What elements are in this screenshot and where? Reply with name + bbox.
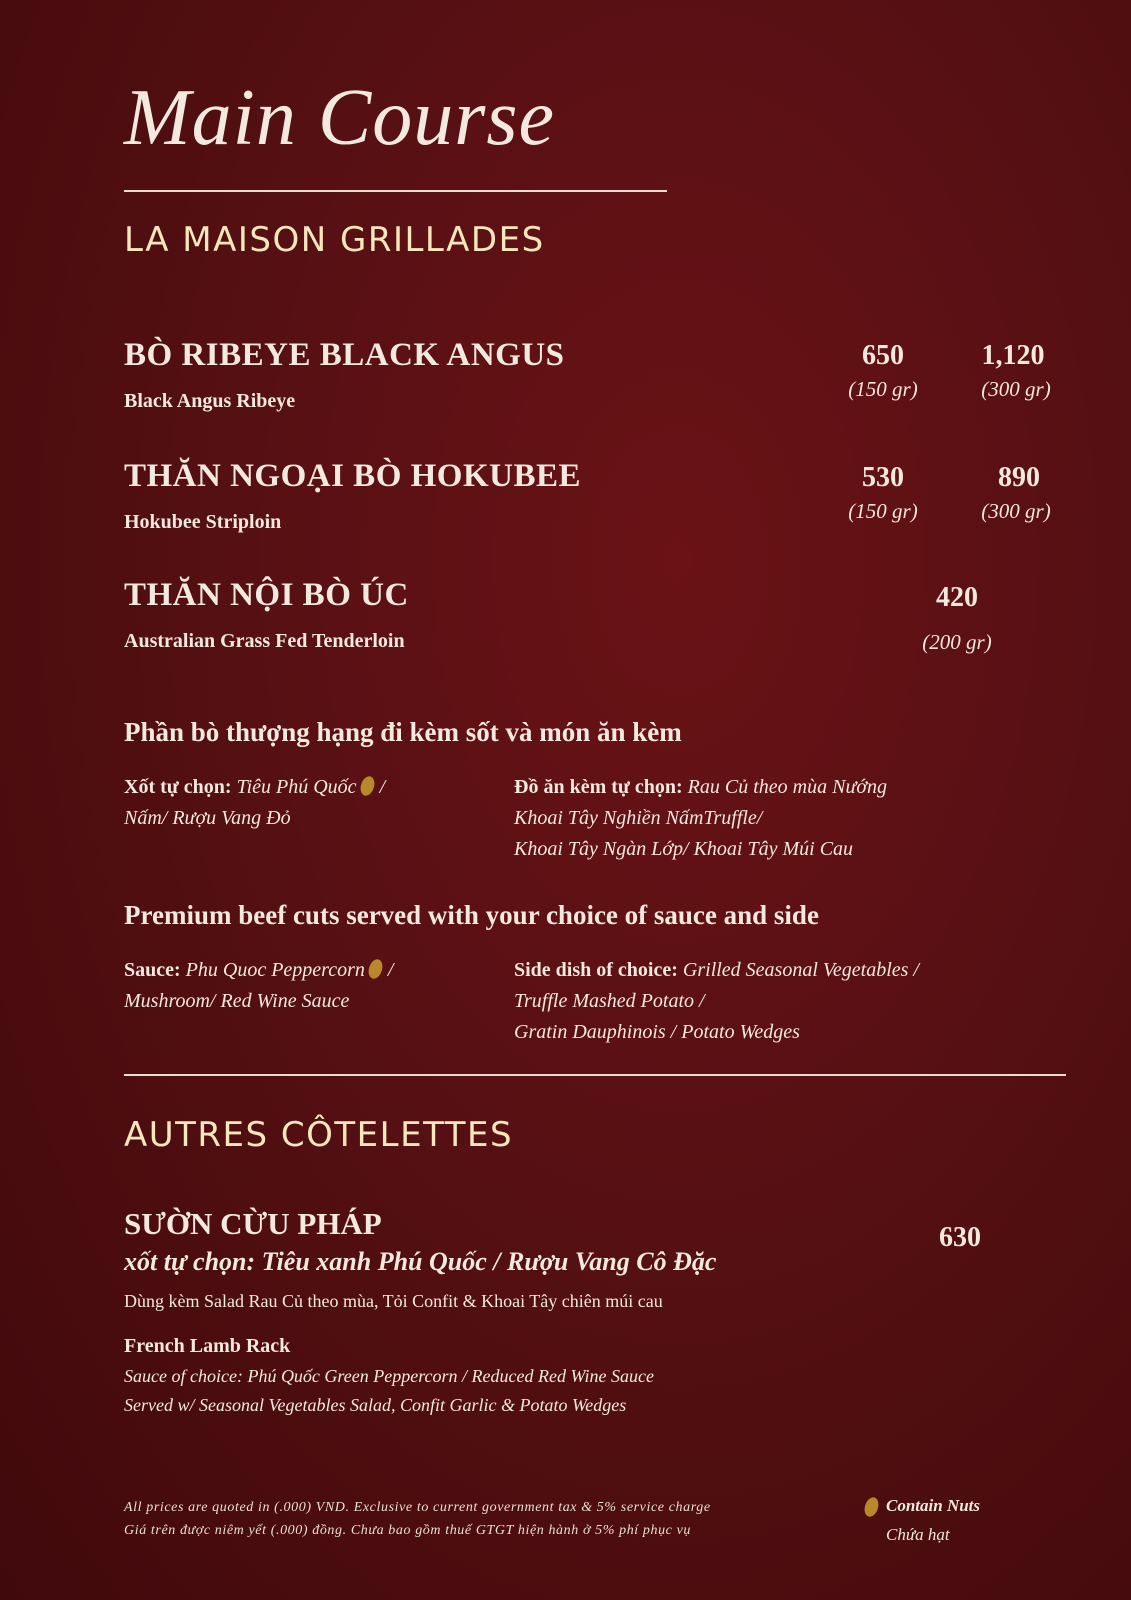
section-heading-grillades: LA MAISON GRILLADES <box>124 220 545 260</box>
dish-name-lamb: SƯỜN CỪU PHÁP <box>124 1206 382 1241</box>
footer-note-vn: Giá trên được niêm yết (.000) đồng. Chưa bao gồm thuế GTGT hiện hành ở 5% phí phục vụ <box>124 1523 692 1538</box>
options-heading-en: Premium beef cuts served with your choice of sauce and side <box>124 900 819 930</box>
price-tenderloin-200: 420 <box>936 582 978 613</box>
side-text-en-1: Grilled Seasonal Vegetables / <box>682 959 919 981</box>
dish-name-striploin: THĂN NGOẠI BÒ HOKUBEE <box>124 458 581 494</box>
price-lamb: 630 <box>939 1222 981 1253</box>
dish-name-tenderloin: THĂN NỘI BÒ ÚC <box>124 577 409 613</box>
portion-striploin-150: (150 gr) <box>848 499 918 523</box>
side-text-en-2: Truffle Mashed Potato / <box>514 990 705 1012</box>
price-ribeye-300: 1,120 <box>981 340 1045 371</box>
sauce-slash-vn: / <box>379 776 386 798</box>
sauce-options-vn <box>124 772 484 834</box>
portion-ribeye-150: (150 gr) <box>848 377 918 401</box>
dish-name-en-tenderloin: Australian Grass Fed Tenderloin <box>124 630 405 652</box>
portion-striploin-300: (300 gr) <box>981 499 1051 523</box>
nut-icon <box>366 957 385 980</box>
title-divider <box>124 190 667 192</box>
section-divider <box>124 1074 1066 1076</box>
dish-name-ribeye: BÒ RIBEYE BLACK ANGUS <box>124 337 565 373</box>
sauce-text-vn-2: Nấm/ Rượu Vang Đỏ <box>124 807 291 829</box>
nut-icon <box>358 774 377 797</box>
sauce-text-en-1: Phu Quoc Peppercorn <box>185 959 365 981</box>
side-text-vn-1: Rau Củ theo mùa Nướng <box>687 776 888 798</box>
portion-ribeye-300: (300 gr) <box>981 377 1051 401</box>
price-ribeye-150: 650 <box>862 340 904 371</box>
side-text-vn-2: Khoai Tây Nghiền NấmTruffle/ <box>514 807 763 829</box>
side-options-en <box>514 955 994 1048</box>
side-options-vn <box>514 772 994 865</box>
sauce-slash-en: / <box>387 959 394 981</box>
sauce-label-en: Sauce: <box>124 959 181 981</box>
lamb-sauce-vn: xốt tự chọn: Tiêu xanh Phú Quốc / Rượu Vang Cô Đặc <box>124 1247 717 1276</box>
side-text-vn-3: Khoai Tây Ngàn Lớp/ Khoai Tây Múi Cau <box>514 838 854 860</box>
lamb-sauce-en: Sauce of choice: Phú Quốc Green Peppercorn / Reduced Red Wine Sauce <box>124 1366 654 1386</box>
sauce-options-en <box>124 955 484 1017</box>
sauce-label-vn: Xốt tự chọn: <box>124 776 232 798</box>
legend-contain-nuts-vn: Chứa hạt <box>886 1525 950 1544</box>
sauce-text-vn-1: Tiêu Phú Quốc <box>236 776 357 798</box>
nut-legend-icon <box>862 1495 881 1518</box>
dish-name-en-ribeye: Black Angus Ribeye <box>124 390 296 412</box>
side-label-vn: Đồ ăn kèm tự chọn: <box>514 776 683 798</box>
price-striploin-300: 890 <box>998 462 1040 493</box>
legend-contain-nuts: Contain Nuts <box>886 1496 981 1515</box>
dish-name-en-striploin: Hokubee Striploin <box>124 511 282 533</box>
footer-note-en: All prices are quoted in (.000) VND. Exclusive to current government tax & 5% service charge <box>124 1500 711 1515</box>
lamb-description-vn: Dùng kèm Salad Rau Củ theo mùa, Tỏi Confit & Khoai Tây chiên múi cau <box>124 1291 663 1311</box>
portion-tenderloin-200: (200 gr) <box>922 630 992 654</box>
lamb-served-en: Served w/ Seasonal Vegetables Salad, Confit Garlic & Potato Wedges <box>124 1395 627 1415</box>
side-label-en: Side dish of choice: <box>514 959 678 981</box>
dish-name-en-lamb: French Lamb Rack <box>124 1335 291 1357</box>
page-title: Main Course <box>124 74 555 162</box>
section-heading-cotelettes: AUTRES CÔTELETTES <box>124 1115 514 1155</box>
options-heading-vn: Phần bò thượng hạng đi kèm sốt và món ăn kèm <box>124 717 682 747</box>
sauce-text-en-2: Mushroom/ Red Wine Sauce <box>124 990 350 1012</box>
side-text-en-3: Gratin Dauphinois / Potato Wedges <box>514 1021 800 1043</box>
price-striploin-150: 530 <box>862 462 904 493</box>
